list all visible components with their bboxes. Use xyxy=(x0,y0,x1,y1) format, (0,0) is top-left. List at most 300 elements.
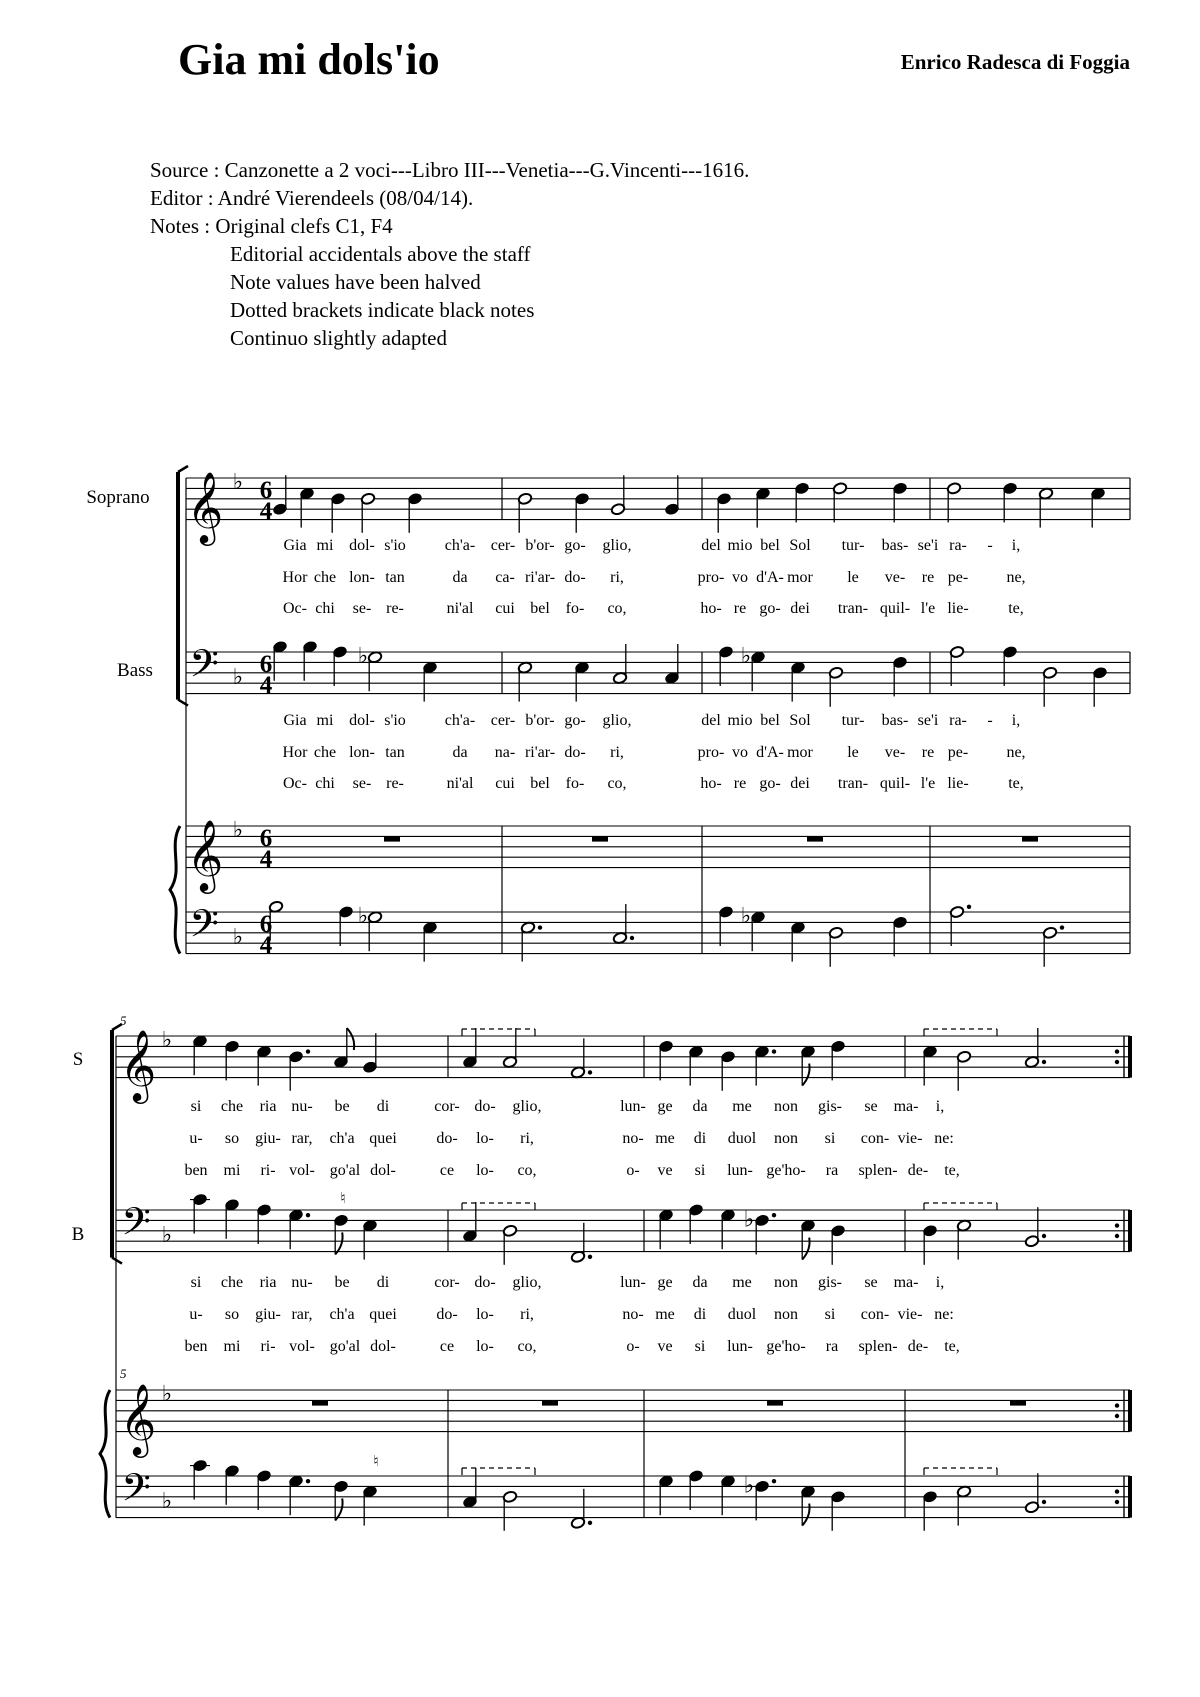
soprano-lyric: ri, xyxy=(520,1130,534,1147)
soprano-lyric: ch'a- xyxy=(444,537,476,554)
bass-lyric: do- xyxy=(564,744,586,761)
soprano-lyric: non xyxy=(774,1098,798,1115)
bass-lyric: do- xyxy=(436,1306,458,1323)
flat-sign: ♭ xyxy=(743,1207,755,1233)
bass-lyric: dei xyxy=(790,775,810,792)
soprano-lyric: me xyxy=(655,1130,675,1147)
bass-lyric: del xyxy=(701,712,721,729)
soprano-lyric: te, xyxy=(944,1162,960,1179)
soprano-lyric: cor- xyxy=(434,1098,460,1115)
bass-lyric: pro- xyxy=(697,744,725,761)
soprano-lyric: b'or- xyxy=(525,537,555,554)
soprano-lyric: ve- xyxy=(884,569,906,586)
system-bracket-hook xyxy=(112,1258,122,1264)
part-label-soprano: Soprano xyxy=(86,487,150,508)
repeat-dot xyxy=(1115,1060,1119,1064)
bass-lyric: Gia xyxy=(283,712,307,729)
bass-lyric: si xyxy=(190,1274,202,1291)
time-signature-top: 6 xyxy=(259,651,273,678)
repeat-dot xyxy=(1115,1500,1119,1504)
bass-lyric: chi xyxy=(315,775,335,792)
soprano-lyric: mi xyxy=(316,537,334,554)
bass-lyric: bas- xyxy=(881,712,909,729)
bass-lyric: de- xyxy=(907,1338,929,1355)
soprano-lyric: re xyxy=(921,569,935,586)
soprano-lyric: ra xyxy=(825,1162,839,1179)
soprano-lyric: con- xyxy=(860,1130,890,1147)
bass-lyric: no- xyxy=(622,1306,644,1323)
soprano-lyric: u- xyxy=(189,1130,203,1147)
grand-staff-brace xyxy=(100,1390,110,1518)
bass-lyric: cui xyxy=(495,775,515,792)
part-label-bass: Bass xyxy=(117,660,153,681)
editor-line: Editor : André Vierendeels (08/04/14). xyxy=(150,186,474,210)
bass-lyric: ne, xyxy=(1006,744,1026,761)
augmentation-dot xyxy=(306,1479,310,1483)
source-line: Source : Canzonette a 2 voci---Libro III---Venetia---G.Vincenti---1616. xyxy=(150,158,750,182)
soprano-lyric: o- xyxy=(626,1162,640,1179)
bass-lyric: se'i xyxy=(917,712,939,729)
repeat-dot xyxy=(1115,1049,1119,1053)
bass-lyric: - xyxy=(987,712,993,729)
bass-lyric: ra- xyxy=(949,712,967,729)
bass-lyric: ra xyxy=(825,1338,839,1355)
flat-sign: ♭ xyxy=(743,1473,755,1499)
bass-lyric: che xyxy=(313,744,337,761)
soprano-lyric: ma- xyxy=(893,1098,919,1115)
bass-lyric: lo- xyxy=(476,1306,494,1323)
soprano-lyric: ra- xyxy=(949,537,967,554)
bass-lyric: re xyxy=(733,775,747,792)
soprano-lyric: da xyxy=(452,569,468,586)
measure-number: 5 xyxy=(120,1013,127,1028)
soprano-lyric: di xyxy=(693,1130,707,1147)
bass-lyric: ri'ar- xyxy=(524,744,556,761)
bass-lyric: me xyxy=(655,1306,675,1323)
treble-clef-icon: 𝄞 xyxy=(119,1028,157,1101)
bass-lyric: b'or- xyxy=(525,712,555,729)
soprano-lyric: me xyxy=(732,1098,752,1115)
bass-lyric: ve xyxy=(657,1338,673,1355)
bass-lyric: bel xyxy=(760,712,780,729)
treble-clef-icon: 𝄞 xyxy=(119,1382,157,1455)
augmentation-dot xyxy=(306,1049,310,1053)
bass-lyric: cer- xyxy=(490,712,516,729)
bass-lyric: quei xyxy=(369,1306,397,1323)
key-signature-flat: ♭ xyxy=(232,665,244,690)
bass-lyric: ch'a- xyxy=(444,712,476,729)
key-signature-flat: ♭ xyxy=(161,1382,173,1408)
soprano-lyric: glio, xyxy=(512,1098,542,1115)
soprano-lyric: se'i xyxy=(917,537,939,554)
bass-lyric: Hor xyxy=(282,744,308,761)
bass-lyric: me xyxy=(732,1274,752,1291)
key-signature-flat: ♭ xyxy=(232,470,244,496)
time-signature-bottom: 4 xyxy=(259,498,273,525)
soprano-lyric: si xyxy=(190,1098,202,1115)
soprano-lyric: che xyxy=(313,569,337,586)
repeat-dot xyxy=(1115,1414,1119,1418)
bass-lyric: ri, xyxy=(610,744,624,761)
bass-lyric: ce xyxy=(439,1338,455,1355)
bass-lyric: lun- xyxy=(620,1274,646,1291)
bass-lyric: se xyxy=(864,1274,878,1291)
soprano-lyric: co, xyxy=(517,1162,537,1179)
soprano-lyric: lo- xyxy=(476,1130,494,1147)
bass-lyric: si xyxy=(694,1338,706,1355)
soprano-lyric: quei xyxy=(369,1130,397,1147)
soprano-lyric: so xyxy=(224,1130,240,1147)
bass-lyric: duol xyxy=(727,1306,757,1323)
augmentation-dot xyxy=(588,1070,592,1074)
bass-clef-icon: 𝄢 xyxy=(189,901,219,955)
soprano-lyric: cui xyxy=(495,600,515,617)
soprano-lyric: ve xyxy=(657,1162,673,1179)
soprano-lyric: dol- xyxy=(370,1162,396,1179)
flat-sign: ♭ xyxy=(740,644,752,670)
bass-lyric: bel xyxy=(530,775,550,792)
flat-sign: ♭ xyxy=(357,904,369,930)
note-item: Note values have been halved xyxy=(230,270,481,294)
bass-lyric: i, xyxy=(1011,712,1021,729)
soprano-lyric: mio xyxy=(727,537,753,554)
soprano-lyric: lie- xyxy=(947,600,969,617)
soprano-lyric: go'al xyxy=(329,1162,361,1179)
soprano-lyric: te, xyxy=(1008,600,1024,617)
soprano-lyric: splen- xyxy=(858,1162,898,1179)
soprano-lyric: ch'a xyxy=(329,1130,355,1147)
part-label-soprano: S xyxy=(72,1049,84,1070)
time-signature-top: 6 xyxy=(259,825,273,852)
bass-lyric: i, xyxy=(935,1274,945,1291)
soprano-lyric: lun- xyxy=(727,1162,753,1179)
soprano-lyric: ria xyxy=(259,1098,277,1115)
augmentation-dot xyxy=(306,1213,310,1217)
bass-clef-icon: 𝄢 xyxy=(189,641,219,695)
bass-lyric: splen- xyxy=(858,1338,898,1355)
whole-rest xyxy=(1010,1400,1026,1405)
bass-lyric: te, xyxy=(944,1338,960,1355)
bass-lyric: glio, xyxy=(512,1274,542,1291)
soprano-lyric: no- xyxy=(622,1130,644,1147)
soprano-lyric: ne: xyxy=(934,1130,954,1147)
soprano-lyric: bel xyxy=(530,600,550,617)
whole-rest xyxy=(312,1400,328,1405)
part-label-bass: B xyxy=(71,1224,85,1245)
bass-lyric: gis- xyxy=(818,1274,842,1291)
bass-lyric: di xyxy=(693,1306,707,1323)
whole-rest xyxy=(384,836,400,841)
treble-clef-icon: 𝄞 xyxy=(186,470,224,543)
soprano-lyric: da xyxy=(692,1098,708,1115)
augmentation-dot xyxy=(1060,925,1064,929)
soprano-lyric: pe- xyxy=(947,569,969,586)
soprano-lyric: dei xyxy=(790,600,810,617)
soprano-lyric: ge'ho- xyxy=(766,1162,806,1179)
soprano-lyric: ce xyxy=(439,1162,455,1179)
soprano-lyric: d'A- xyxy=(756,569,784,586)
soprano-lyric: tur- xyxy=(841,537,865,554)
bass-lyric: quil- xyxy=(879,775,911,792)
bass-lyric: dol- xyxy=(370,1338,396,1355)
bass-lyric: mor xyxy=(787,744,813,761)
soprano-lyric: non xyxy=(774,1130,798,1147)
key-signature-flat: ♭ xyxy=(232,818,244,844)
bass-clef-icon: 𝄢 xyxy=(121,1199,151,1253)
soprano-lyric: i, xyxy=(1011,537,1021,554)
bass-lyric: u- xyxy=(189,1306,203,1323)
bass-lyric: co, xyxy=(517,1338,537,1355)
soprano-lyric: i, xyxy=(935,1098,945,1115)
repeat-dot xyxy=(1115,1234,1119,1238)
soprano-lyric: bas- xyxy=(881,537,909,554)
bass-lyric: da xyxy=(692,1274,708,1291)
soprano-lyric: vol- xyxy=(289,1162,315,1179)
bass-lyric: non xyxy=(774,1274,798,1291)
soprano-lyric: fo- xyxy=(565,600,585,617)
bass-lyric: l'e xyxy=(920,775,936,792)
flat-sign: ♭ xyxy=(740,904,752,930)
soprano-lyric: quil- xyxy=(879,600,911,617)
soprano-lyric: mi xyxy=(223,1162,241,1179)
soprano-lyric: pro- xyxy=(697,569,725,586)
soprano-lyric: do- xyxy=(564,569,586,586)
bass-lyric: giu- xyxy=(255,1306,281,1323)
bass-lyric: te, xyxy=(1008,775,1024,792)
bass-lyric: d'A- xyxy=(756,744,784,761)
soprano-lyric: se xyxy=(864,1098,878,1115)
time-signature-bottom: 4 xyxy=(259,846,273,873)
soprano-lyric: se- xyxy=(352,600,372,617)
augmentation-dot xyxy=(772,1479,776,1483)
editorial-natural: ♮ xyxy=(340,1189,346,1207)
soprano-lyric: si xyxy=(694,1162,706,1179)
bass-lyric: fo- xyxy=(565,775,585,792)
key-signature-flat: ♭ xyxy=(161,1028,173,1054)
soprano-lyric: del xyxy=(701,537,721,554)
note-item: Editorial accidentals above the staff xyxy=(230,242,531,266)
soprano-lyric: ri'ar- xyxy=(524,569,556,586)
bass-lyric: s'io xyxy=(384,712,406,729)
bass-lyric: glio, xyxy=(602,712,632,729)
bass-lyric: vie- xyxy=(897,1306,923,1323)
bass-lyric: pe- xyxy=(947,744,969,761)
bass-lyric: go'al xyxy=(329,1338,361,1355)
bass-lyric: ne: xyxy=(934,1306,954,1323)
soprano-lyric: ge xyxy=(657,1098,673,1115)
augmentation-dot xyxy=(772,1213,776,1217)
soprano-lyric: Hor xyxy=(282,569,308,586)
time-signature-bottom: 4 xyxy=(259,672,273,699)
bass-lyric: non xyxy=(774,1306,798,1323)
bass-lyric: si xyxy=(824,1306,836,1323)
whole-rest xyxy=(592,836,608,841)
editorial-natural: ♮ xyxy=(373,1452,379,1470)
composer-name: Enrico Radesca di Foggia xyxy=(900,50,1130,74)
repeat-dot xyxy=(1115,1403,1119,1407)
bass-lyric: ge'ho- xyxy=(766,1338,806,1355)
bass-lyric: Oc- xyxy=(283,775,307,792)
bass-lyric: ve- xyxy=(884,744,906,761)
bass-lyric: o- xyxy=(626,1338,640,1355)
soprano-lyric: s'io xyxy=(384,537,406,554)
bass-lyric: lie- xyxy=(947,775,969,792)
flat-sign: ♭ xyxy=(357,644,369,670)
soprano-lyric: di xyxy=(376,1098,390,1115)
soprano-lyric: re xyxy=(733,600,747,617)
bass-lyric: mio xyxy=(727,712,753,729)
soprano-lyric: Sol xyxy=(789,537,811,554)
soprano-lyric: dol- xyxy=(349,537,375,554)
bass-lyric: tur- xyxy=(841,712,865,729)
soprano-lyric: le xyxy=(847,569,859,586)
bass-lyric: che xyxy=(220,1274,244,1291)
soprano-lyric: tran- xyxy=(837,600,869,617)
bass-lyric: con- xyxy=(860,1306,890,1323)
soprano-lyric: nu- xyxy=(291,1098,313,1115)
augmentation-dot xyxy=(1042,1060,1046,1064)
soprano-lyric: lon- xyxy=(349,569,375,586)
soprano-lyric: - xyxy=(987,537,993,554)
note-item: Dotted brackets indicate black notes xyxy=(230,298,535,322)
bass-lyric: ma- xyxy=(893,1274,919,1291)
soprano-lyric: co, xyxy=(607,600,627,617)
soprano-lyric: ca- xyxy=(495,569,515,586)
bass-lyric: lon- xyxy=(349,744,375,761)
soprano-lyric: duol xyxy=(727,1130,757,1147)
soprano-lyric: do- xyxy=(474,1098,496,1115)
soprano-lyric: re- xyxy=(386,600,404,617)
bass-lyric: be xyxy=(334,1274,350,1291)
bass-lyric: go- xyxy=(759,775,781,792)
treble-clef-icon: 𝄞 xyxy=(186,818,224,891)
bass-lyric: lo- xyxy=(476,1338,494,1355)
soprano-lyric: glio, xyxy=(602,537,632,554)
bass-lyric: Sol xyxy=(789,712,811,729)
whole-rest xyxy=(542,1400,558,1405)
soprano-lyric: mor xyxy=(787,569,813,586)
soprano-lyric: che xyxy=(220,1098,244,1115)
augmentation-dot xyxy=(588,1255,592,1259)
soprano-lyric: be xyxy=(334,1098,350,1115)
bass-lyric: ri- xyxy=(260,1338,276,1355)
time-signature-top: 6 xyxy=(259,911,273,938)
augmentation-dot xyxy=(588,1521,592,1525)
bass-lyric: lun- xyxy=(727,1338,753,1355)
soprano-lyric: ne, xyxy=(1006,569,1026,586)
bass-lyric: rar, xyxy=(291,1306,313,1323)
bass-lyric: do- xyxy=(474,1274,496,1291)
notes-label: Notes : Original clefs C1, F4 xyxy=(150,214,393,238)
soprano-lyric: giu- xyxy=(255,1130,281,1147)
bass-lyric: ri, xyxy=(520,1306,534,1323)
bass-lyric: ho- xyxy=(700,775,722,792)
bass-lyric: vo xyxy=(732,744,748,761)
bass-lyric: mi xyxy=(316,712,334,729)
soprano-lyric: go- xyxy=(564,537,586,554)
bass-lyric: se- xyxy=(352,775,372,792)
augmentation-dot xyxy=(538,925,542,929)
bass-lyric: le xyxy=(847,744,859,761)
key-signature-flat: ♭ xyxy=(232,925,244,950)
augmentation-dot xyxy=(1042,1234,1046,1238)
whole-rest xyxy=(767,1400,783,1405)
bass-lyric: co, xyxy=(607,775,627,792)
bass-clef-icon: 𝄢 xyxy=(121,1465,151,1519)
bass-lyric: re- xyxy=(386,775,404,792)
soprano-lyric: vo xyxy=(732,569,748,586)
soprano-lyric: ri- xyxy=(260,1162,276,1179)
soprano-lyric: cer- xyxy=(490,537,516,554)
bass-lyric: ben xyxy=(184,1338,208,1355)
soprano-lyric: lo- xyxy=(476,1162,494,1179)
note-item: Continuo slightly adapted xyxy=(230,326,447,350)
soprano-lyric: Gia xyxy=(283,537,307,554)
whole-rest xyxy=(1022,836,1038,841)
bass-lyric: ch'a xyxy=(329,1306,355,1323)
soprano-lyric: ben xyxy=(184,1162,208,1179)
bass-lyric: ria xyxy=(259,1274,277,1291)
soprano-lyric: rar, xyxy=(291,1130,313,1147)
bass-lyric: ge xyxy=(657,1274,673,1291)
bass-lyric: so xyxy=(224,1306,240,1323)
measure-number: 5 xyxy=(120,1366,127,1381)
time-signature-bottom: 4 xyxy=(259,932,273,959)
bass-lyric: mi xyxy=(223,1338,241,1355)
soprano-lyric: do- xyxy=(436,1130,458,1147)
score-title: Gia mi dols'io xyxy=(178,35,440,84)
bass-lyric: vol- xyxy=(289,1338,315,1355)
augmentation-dot xyxy=(1042,1500,1046,1504)
soprano-lyric: chi xyxy=(315,600,335,617)
bass-lyric: di xyxy=(376,1274,390,1291)
soprano-lyric: l'e xyxy=(920,600,936,617)
bass-lyric: da xyxy=(452,744,468,761)
augmentation-dot xyxy=(772,1049,776,1053)
key-signature-flat: ♭ xyxy=(161,1489,173,1514)
bass-lyric: go- xyxy=(564,712,586,729)
augmentation-dot xyxy=(967,905,971,909)
augmentation-dot xyxy=(630,936,634,940)
soprano-lyric: de- xyxy=(907,1162,929,1179)
whole-rest xyxy=(807,836,823,841)
soprano-lyric: ri, xyxy=(610,569,624,586)
soprano-lyric: tan xyxy=(385,569,405,586)
soprano-lyric: si xyxy=(824,1130,836,1147)
soprano-lyric: go- xyxy=(759,600,781,617)
soprano-lyric: vie- xyxy=(897,1130,923,1147)
bass-lyric: tan xyxy=(385,744,405,761)
repeat-dot xyxy=(1115,1223,1119,1227)
repeat-dot xyxy=(1115,1489,1119,1493)
time-signature-top: 6 xyxy=(259,477,273,504)
soprano-lyric: lun- xyxy=(620,1098,646,1115)
bass-lyric: na- xyxy=(494,744,516,761)
soprano-lyric: bel xyxy=(760,537,780,554)
bass-lyric: re xyxy=(921,744,935,761)
bass-lyric: cor- xyxy=(434,1274,460,1291)
grand-staff-brace xyxy=(170,826,180,954)
key-signature-flat: ♭ xyxy=(161,1223,173,1248)
soprano-lyric: gis- xyxy=(818,1098,842,1115)
soprano-lyric: ho- xyxy=(700,600,722,617)
bass-lyric: tran- xyxy=(837,775,869,792)
bass-lyric: nu- xyxy=(291,1274,313,1291)
bass-lyric: ni'al xyxy=(446,775,474,792)
bass-lyric: dol- xyxy=(349,712,375,729)
soprano-lyric: Oc- xyxy=(283,600,307,617)
soprano-lyric: ni'al xyxy=(446,600,474,617)
